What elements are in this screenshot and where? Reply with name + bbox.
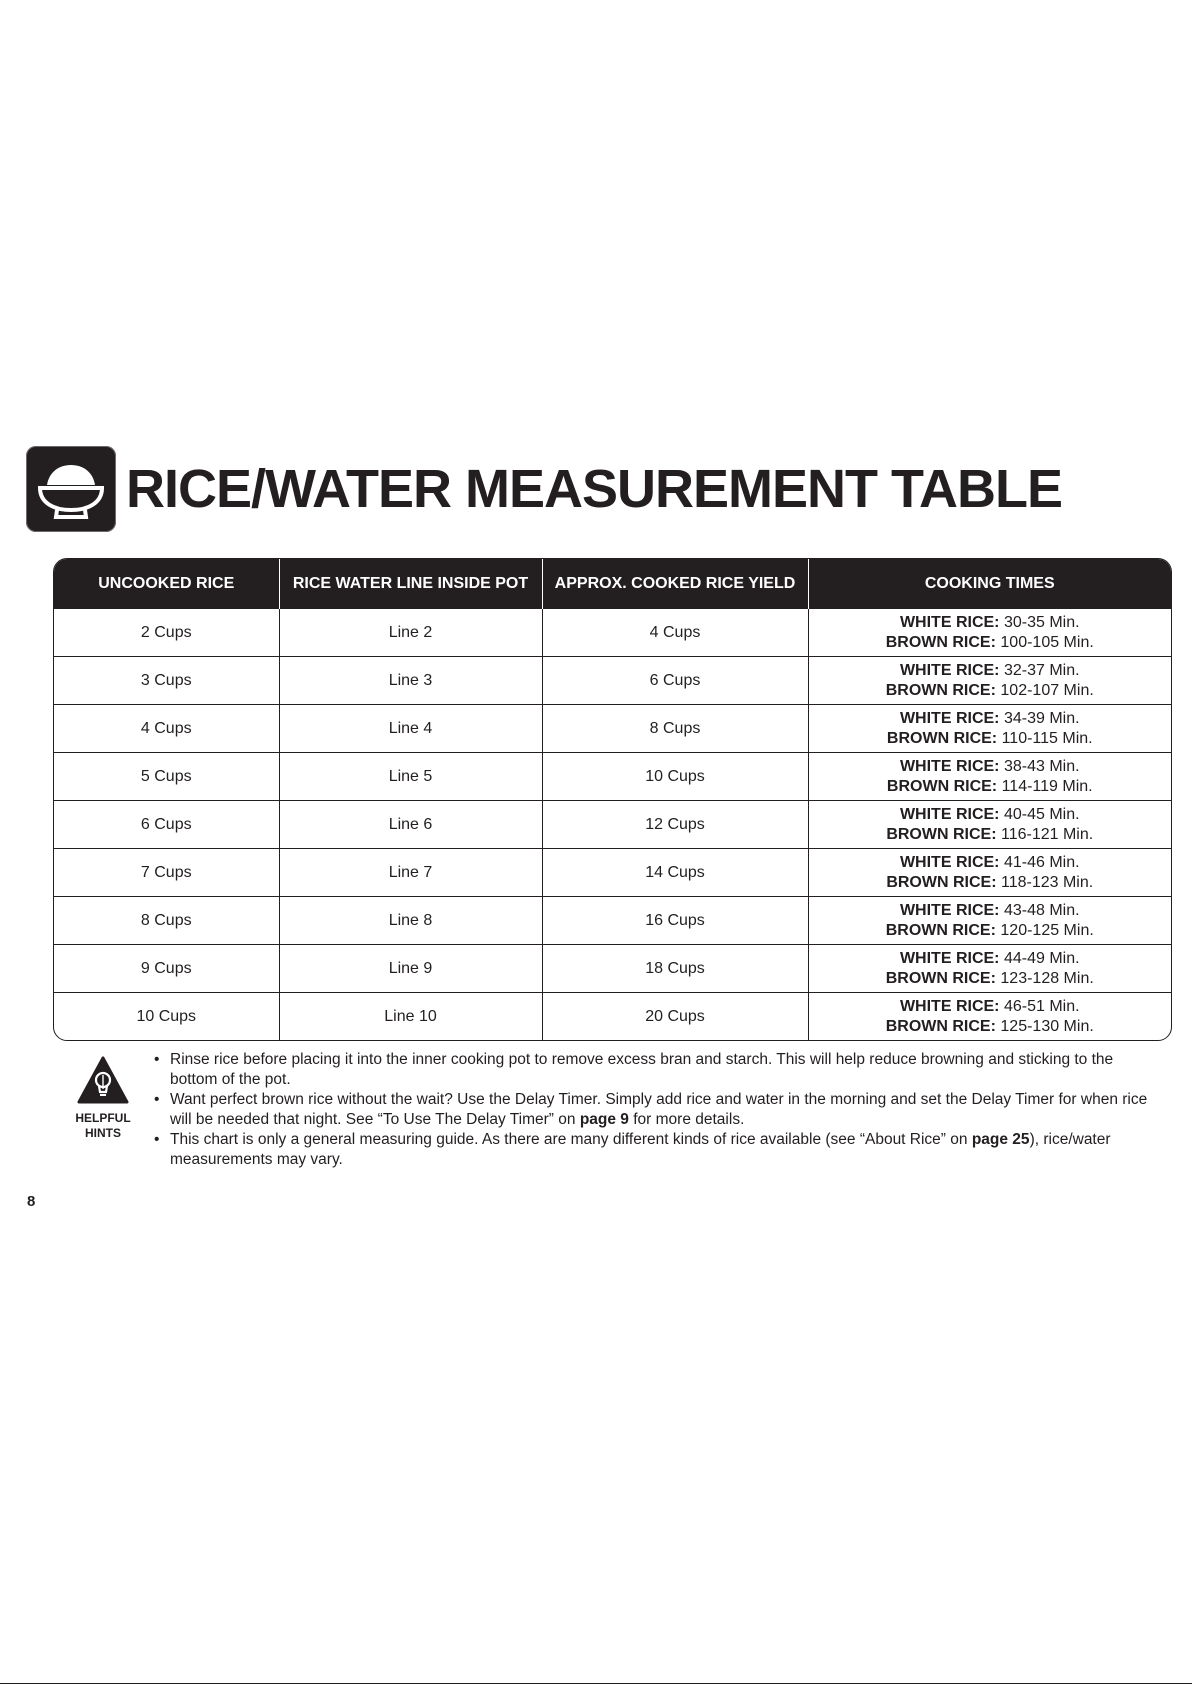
white-rice-label: WHITE RICE: <box>899 757 1000 775</box>
brown-rice-value: 110-115 Min. <box>1001 729 1093 747</box>
white-rice-value: 30-35 Min. <box>1003 613 1080 631</box>
white-rice-label: WHITE RICE: <box>899 997 1000 1015</box>
column-header-cooked-yield: APPROX. COOKED RICE YIELD <box>542 559 808 609</box>
hint-badge <box>70 1056 136 1141</box>
brown-rice-label: BROWN RICE: <box>885 633 996 651</box>
cell-water-line: Line 10 <box>279 993 542 1041</box>
cell-cooking-times <box>808 849 1171 897</box>
cell-cooked-yield: 10 Cups <box>542 753 808 801</box>
white-rice-value: 46-51 Min. <box>1003 997 1080 1015</box>
table-row <box>54 705 1171 753</box>
table-row <box>54 945 1171 993</box>
cell-water-line: Line 3 <box>279 657 542 705</box>
cell-cooked-yield: 14 Cups <box>542 849 808 897</box>
cell-cooking-times <box>808 705 1171 753</box>
white-rice-value: 40-45 Min. <box>1003 805 1080 823</box>
cell-cooking-times <box>808 945 1171 993</box>
white-rice-label: WHITE RICE: <box>899 613 1000 631</box>
table-row <box>54 609 1171 657</box>
page-number: 8 <box>27 1193 36 1210</box>
column-header-cooking-times: COOKING TIMES <box>808 559 1171 609</box>
brown-rice-time <box>809 1017 1172 1037</box>
brown-rice-time <box>809 633 1172 653</box>
table-row <box>54 897 1171 945</box>
brown-rice-label: BROWN RICE: <box>885 969 996 987</box>
white-rice-time <box>809 661 1172 681</box>
brown-rice-time <box>809 873 1172 893</box>
table-row <box>54 657 1171 705</box>
cell-cooking-times <box>808 609 1171 657</box>
cell-uncooked-rice: 10 Cups <box>54 993 279 1041</box>
white-rice-label: WHITE RICE: <box>899 661 1000 679</box>
white-rice-time <box>809 901 1172 921</box>
table-row <box>54 993 1171 1041</box>
brown-rice-label: BROWN RICE: <box>886 825 997 843</box>
brown-rice-value: 120-125 Min. <box>1000 921 1094 939</box>
white-rice-time <box>809 853 1172 873</box>
brown-rice-value: 114-119 Min. <box>1001 777 1093 795</box>
white-rice-value: 41-46 Min. <box>1003 853 1080 871</box>
cell-water-line: Line 8 <box>279 897 542 945</box>
brown-rice-time <box>809 729 1172 749</box>
cell-water-line: Line 7 <box>279 849 542 897</box>
white-rice-time <box>809 997 1172 1017</box>
cell-water-line: Line 2 <box>279 609 542 657</box>
page-title: RICE/WATER MEASUREMENT TABLE <box>126 459 1062 519</box>
cell-cooked-yield: 6 Cups <box>542 657 808 705</box>
hint-label: HELPFUL HINTS <box>75 1111 131 1140</box>
table-row <box>54 801 1171 849</box>
cell-cooked-yield: 8 Cups <box>542 705 808 753</box>
brown-rice-time <box>809 681 1172 701</box>
table-row <box>54 849 1171 897</box>
brown-rice-time <box>809 777 1172 797</box>
cell-cooking-times <box>808 801 1171 849</box>
cell-uncooked-rice: 7 Cups <box>54 849 279 897</box>
white-rice-label: WHITE RICE: <box>899 805 1000 823</box>
cell-cooking-times <box>808 753 1171 801</box>
bottom-rule <box>0 1683 1192 1684</box>
white-rice-label: WHITE RICE: <box>899 901 1000 919</box>
cell-cooked-yield: 4 Cups <box>542 609 808 657</box>
brown-rice-value: 102-107 Min. <box>1000 681 1094 699</box>
brown-rice-value: 125-130 Min. <box>1000 1017 1094 1035</box>
cell-uncooked-rice: 9 Cups <box>54 945 279 993</box>
measurement-table <box>53 558 1172 1041</box>
brown-rice-value: 100-105 Min. <box>1000 633 1094 651</box>
cell-cooking-times <box>808 897 1171 945</box>
cell-uncooked-rice: 6 Cups <box>54 801 279 849</box>
page-reference: page 25 <box>971 1131 1030 1148</box>
column-header-water-line: RICE WATER LINE INSIDE POT <box>279 559 542 609</box>
brown-rice-label: BROWN RICE: <box>886 777 998 795</box>
white-rice-label: WHITE RICE: <box>899 709 1000 727</box>
table-header-row <box>54 559 1171 609</box>
brown-rice-time <box>809 969 1172 989</box>
rice-bowl-icon <box>26 446 116 532</box>
brown-rice-value: 123-128 Min. <box>1000 969 1094 987</box>
cell-uncooked-rice: 5 Cups <box>54 753 279 801</box>
cell-cooking-times <box>808 657 1171 705</box>
brown-rice-value: 118-123 Min. <box>1000 873 1094 891</box>
hint-item: • This chart is only a general measuring guide. As there are many different kinds of rice available (see “About Rice” on page 25), rice/water measurements may vary. <box>154 1130 1154 1170</box>
cell-water-line: Line 9 <box>279 945 542 993</box>
white-rice-value: 34-39 Min. <box>1003 709 1080 727</box>
cell-cooking-times <box>808 993 1171 1041</box>
cell-uncooked-rice: 3 Cups <box>54 657 279 705</box>
cell-uncooked-rice: 4 Cups <box>54 705 279 753</box>
cell-cooked-yield: 16 Cups <box>542 897 808 945</box>
table-row <box>54 753 1171 801</box>
white-rice-value: 38-43 Min. <box>1003 757 1080 775</box>
title-block <box>26 445 1062 533</box>
hint-list <box>154 1050 1154 1170</box>
lightbulb-icon <box>77 1056 129 1104</box>
cell-water-line: Line 5 <box>279 753 542 801</box>
brown-rice-label: BROWN RICE: <box>885 1017 996 1035</box>
white-rice-time <box>809 805 1172 825</box>
table-body <box>54 609 1171 1041</box>
cell-water-line: Line 4 <box>279 705 542 753</box>
column-header-uncooked-rice: UNCOOKED RICE <box>54 559 279 609</box>
white-rice-time <box>809 709 1172 729</box>
cell-cooked-yield: 12 Cups <box>542 801 808 849</box>
white-rice-value: 32-37 Min. <box>1003 661 1080 679</box>
hint-item: • Rinse rice before placing it into the inner cooking pot to remove excess bran and starch. This will help reduce browning and sticking to the bottom of the pot. <box>154 1050 1154 1090</box>
brown-rice-time <box>809 921 1172 941</box>
white-rice-value: 43-48 Min. <box>1003 901 1080 919</box>
cell-cooked-yield: 18 Cups <box>542 945 808 993</box>
white-rice-label: WHITE RICE: <box>899 949 1000 967</box>
cell-water-line: Line 6 <box>279 801 542 849</box>
white-rice-time <box>809 613 1172 633</box>
hint-item: • Want perfect brown rice without the wait? Use the Delay Timer. Simply add rice and water in the morning and set the Delay Timer for when rice will be needed that night. See “To Use The Delay Timer” on page 9 for more details. <box>154 1090 1154 1130</box>
white-rice-time <box>809 757 1172 777</box>
brown-rice-value: 116-121 Min. <box>1000 825 1094 843</box>
brown-rice-label: BROWN RICE: <box>885 921 996 939</box>
brown-rice-label: BROWN RICE: <box>886 873 997 891</box>
cell-uncooked-rice: 2 Cups <box>54 609 279 657</box>
cell-uncooked-rice: 8 Cups <box>54 897 279 945</box>
white-rice-time <box>809 949 1172 969</box>
brown-rice-label: BROWN RICE: <box>885 681 996 699</box>
brown-rice-label: BROWN RICE: <box>886 729 998 747</box>
brown-rice-time <box>809 825 1172 845</box>
white-rice-value: 44-49 Min. <box>1003 949 1080 967</box>
white-rice-label: WHITE RICE: <box>899 853 1000 871</box>
page-reference: page 9 <box>579 1111 629 1128</box>
cell-cooked-yield: 20 Cups <box>542 993 808 1041</box>
